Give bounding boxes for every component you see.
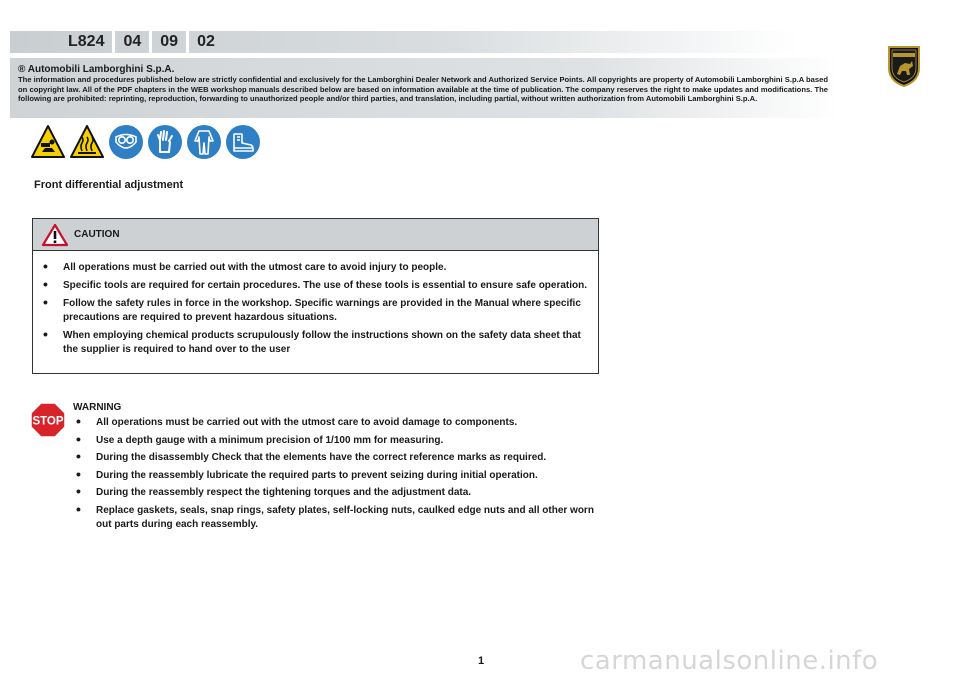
legal-title: ® Automobili Lamborghini S.p.A. [18,64,175,75]
protective-gloves-icon [147,124,183,160]
crush-hazard-warning-icon [30,124,66,160]
caution-list [39,261,591,361]
legal-notice: The information and procedures published below are strictly confidential and exclusively for the Lamborghini Dealer Network and Authorized Service Points. All copyrights are property of Automobili Lamborghini S.p.A based on copyright law. All of the PDF chapters in the WEB workshop manuals described below are based on information available at the time of publication. The company reserves the right to make updates and modifications. The following are prohibited: reprinting, reproduction, forwarding to unauthorized people and/or third parties, and translation, including partial, without written authorization from Automobili Lamborghini S.p.A. [18,75,828,104]
list-item: • During the reassembly respect the tightening torques and the adjustment data. [72,486,600,500]
hot-surface-warning-icon [69,124,105,160]
caution-header [33,219,598,251]
stop-sign-text: STOP [32,415,64,428]
safety-icons [30,124,261,162]
code-model: L824 [68,33,105,50]
section-title: Front differential adjustment [34,179,184,191]
work-overalls-icon [186,124,222,160]
page-number: 1 [478,655,485,667]
code-group-3: 02 [197,33,215,50]
warning-label: WARNING [73,402,122,413]
watermark: carmanualsonline.info [580,646,879,676]
lamborghini-logo-icon [886,44,922,88]
warning-list [72,416,600,535]
document-code [60,31,223,53]
safety-goggles-icon [108,124,144,160]
list-item: • Use a depth gauge with a minimum precision of 1/100 mm for measuring. [72,434,600,448]
list-item: • Specific tools are required for certain procedures. The use of these tools is essential to ensure safe operation. [39,279,591,293]
list-item: • Replace gaskets, seals, snap rings, safety plates, self-locking nuts, caulked edge nuts and all other worn out parts during each reassembly. [72,504,600,532]
list-item: • Follow the safety rules in force in the workshop. Specific warnings are provided in the Manual where specific precautions are required to prevent hazardous situations. [39,297,591,325]
list-item: • All operations must be carried out with the utmost care to avoid injury to people. [39,261,591,275]
list-item: • All operations must be carried out with the utmost care to avoid damage to components. [72,416,600,430]
list-item: • When employing chemical products scrupulously follow the instructions shown on the safety data sheet that the supplier is required to hand over to the user [39,329,591,357]
caution-triangle-icon [41,223,69,247]
safety-boots-icon [225,124,261,160]
list-item: • During the disassembly Check that the elements have the correct reference marks as required. [72,451,600,465]
list-item: • During the reassembly lubricate the required parts to prevent seizing during initial operation. [72,469,600,483]
code-group-1: 04 [123,33,142,50]
caution-label: CAUTION [74,229,120,240]
stop-sign-icon [30,402,66,438]
code-group-2: 09 [160,33,179,50]
